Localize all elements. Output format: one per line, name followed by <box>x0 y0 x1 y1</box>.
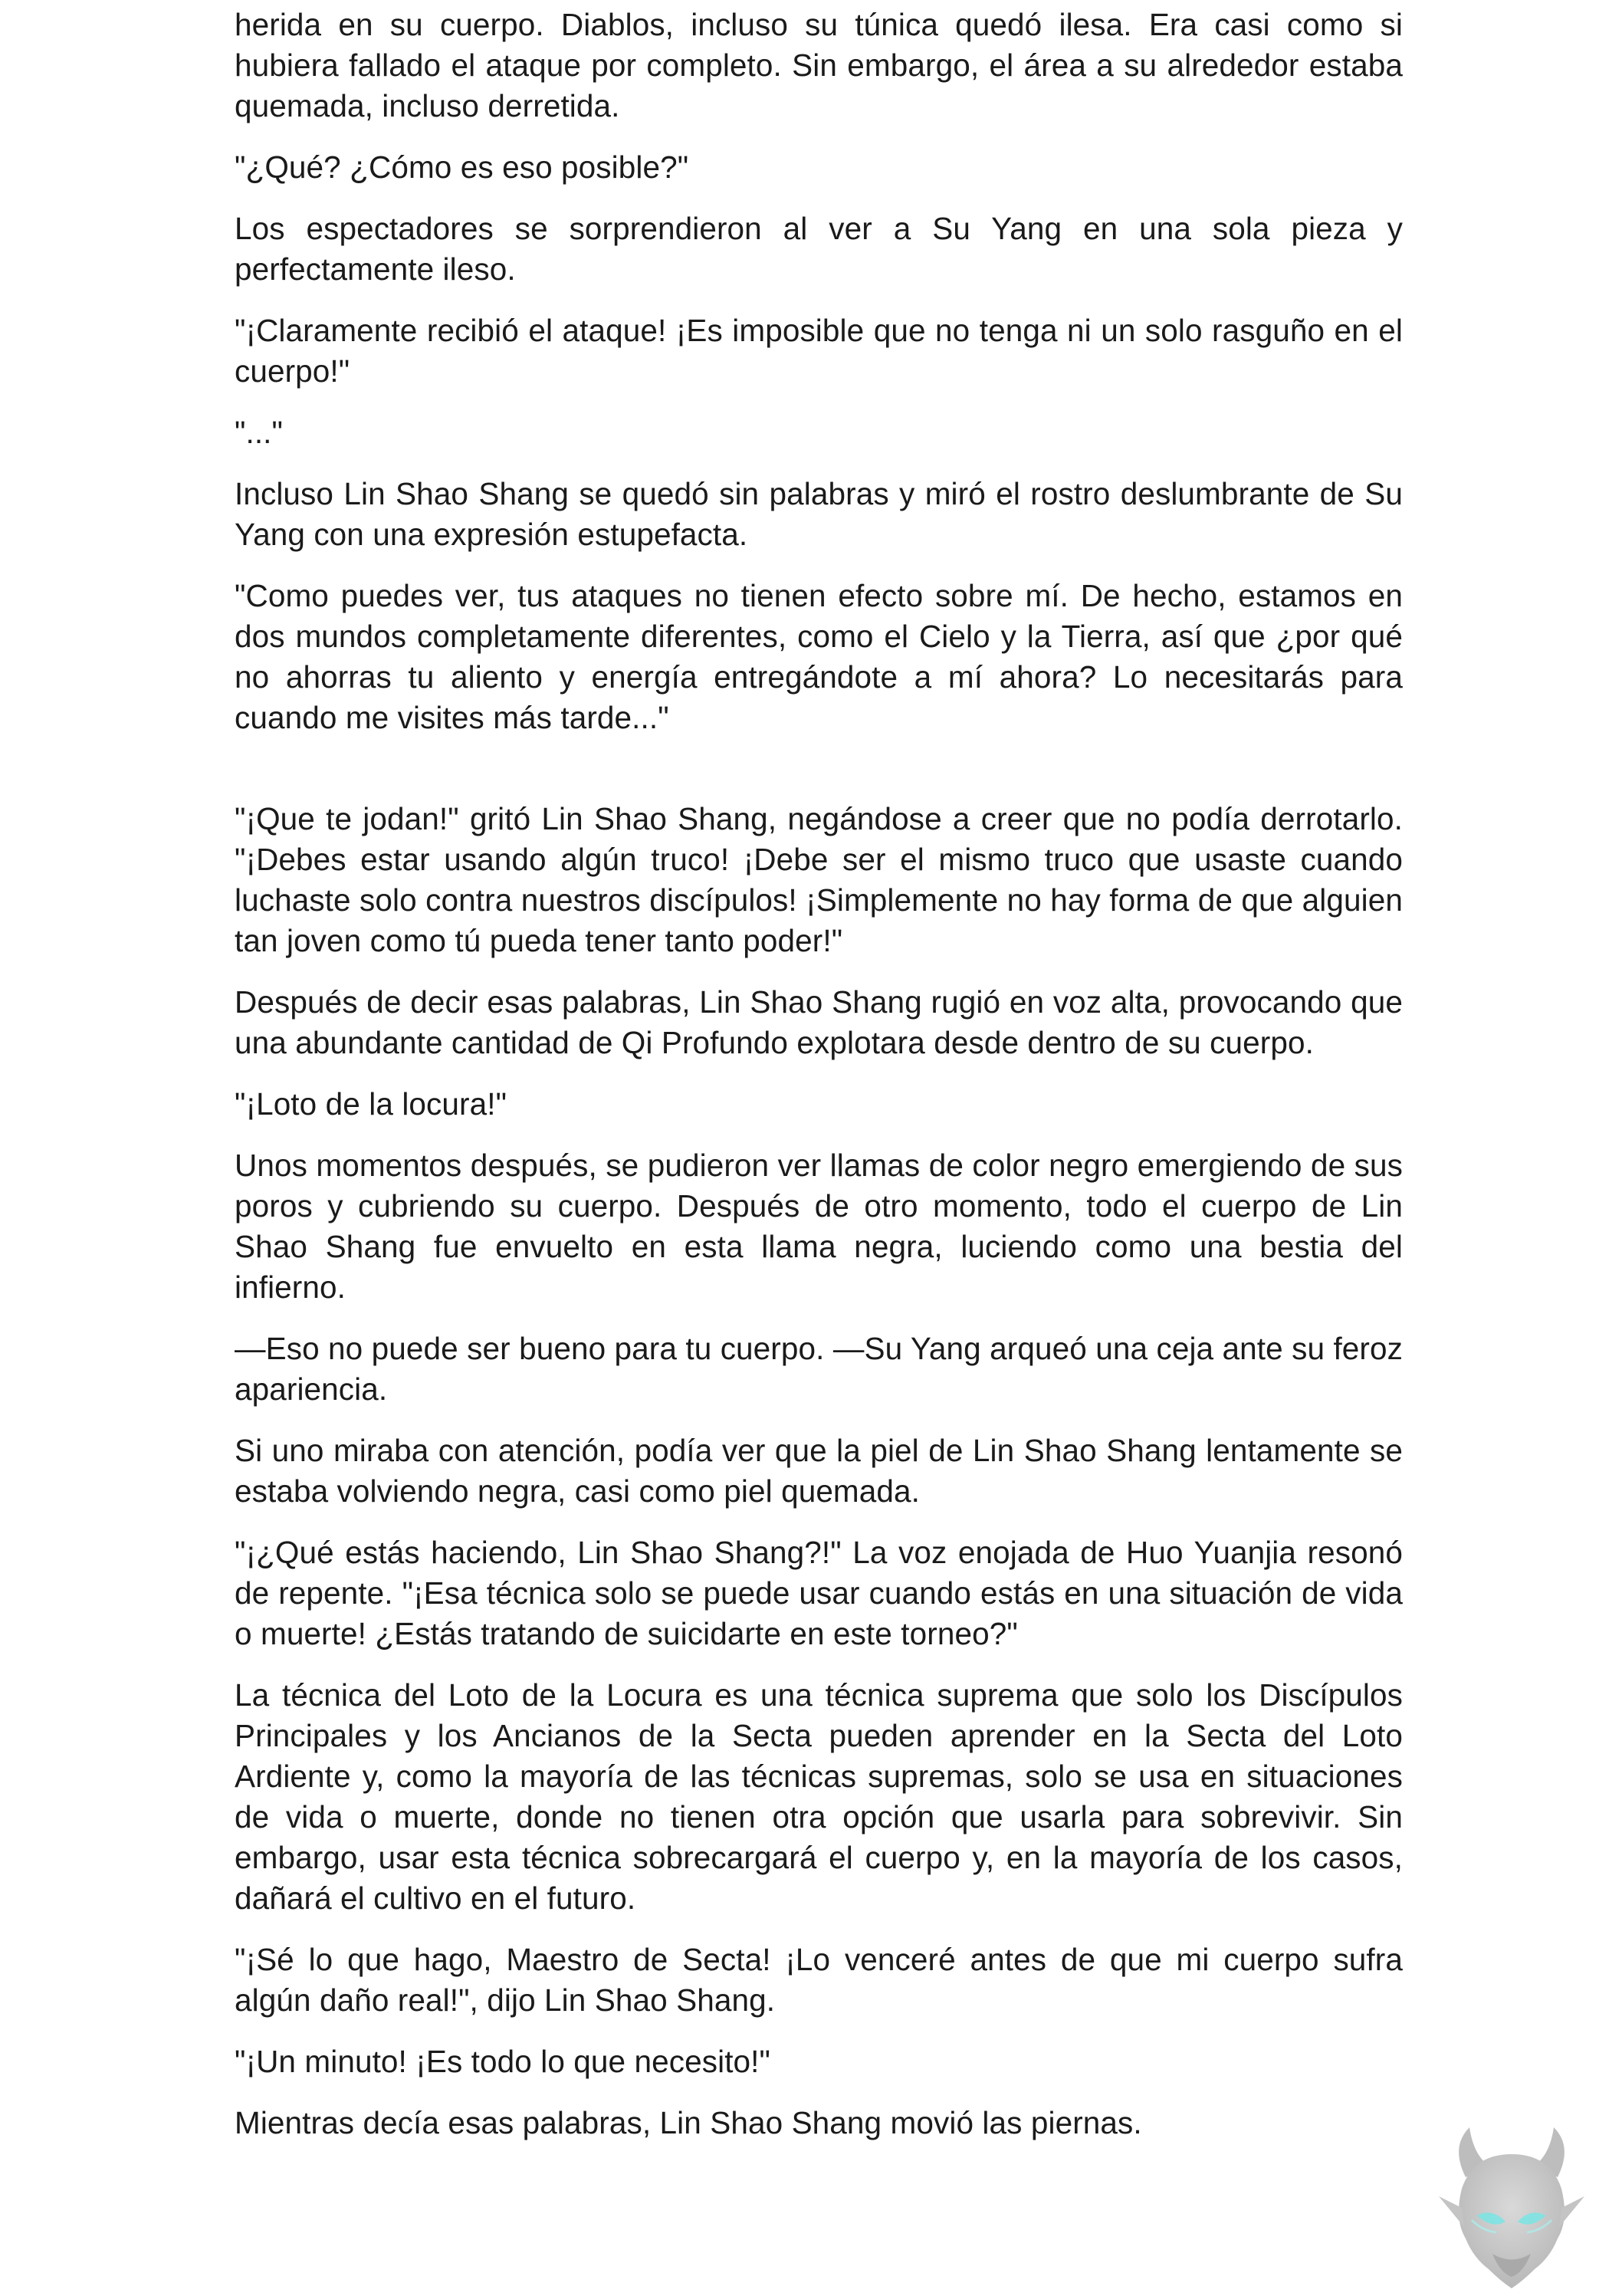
paragraph-14: "¡¿Qué estás haciendo, Lin Shao Shang?!" La voz enojada de Huo Yuanjia resonó de repente. "¡Esa técnica solo se puede usar cuando estás en una situación de vida o muerte! ¿Estás tratando de suicidarte en este torneo?" <box>235 1535 1403 1651</box>
document-page <box>235 5 1403 2164</box>
paragraph-11: Unos momentos después, se pudieron ver llamas de color negro emergiendo de sus poros y cubriendo su cuerpo. Después de otro momento, todo el cuerpo de Lin Shao Shang fue envuelto en esta llama negra, luciendo como una bestia del infierno. <box>235 1148 1403 1305</box>
paragraph-5: "..." <box>235 415 284 450</box>
paragraph-12: —Eso no puede ser bueno para tu cuerpo. —Su Yang arqueó una ceja ante su feroz apariencia. <box>235 1331 1403 1407</box>
demon-head-svg <box>1435 2124 1588 2292</box>
paragraph-16: "¡Sé lo que hago, Maestro de Secta! ¡Lo venceré antes de que mi cuerpo sufra algún daño real!", dijo Lin Shao Shang. <box>235 1942 1403 2018</box>
paragraph-18: Mientras decía esas palabras, Lin Shao Shang movió las piernas. <box>235 2105 1142 2140</box>
paragraph-15: La técnica del Loto de la Locura es una técnica suprema que solo los Discípulos Principales y los Ancianos de la Secta pueden aprender en la Secta del Loto Ardiente y, como la mayoría de las técnicas supremas, solo se usa en situaciones de vida o muerte, donde no tienen otra opción que usarla para sobrevivir. Sin embargo, usar esta técnica sobrecargará el cuerpo y, en la mayoría de los casos, dañará el cultivo en el futuro. <box>235 1677 1403 1916</box>
paragraph-17: "¡Un minuto! ¡Es todo lo que necesito!" <box>235 2044 771 2079</box>
paragraph-4: "¡Claramente recibió el ataque! ¡Es imposible que no tenga ni un solo rasguño en el cuerpo!" <box>235 313 1403 389</box>
paragraph-6: Incluso Lin Shao Shang se quedó sin palabras y miró el rostro deslumbrante de Su Yang con una expresión estupefacta. <box>235 476 1403 552</box>
paragraph-9: Después de decir esas palabras, Lin Shao Shang rugió en voz alta, provocando que una abundante cantidad de Qi Profundo explotara desde dentro de su cuerpo. <box>235 984 1403 1060</box>
paragraph-3: Los espectadores se sorprendieron al ver a Su Yang en una sola pieza y perfectamente ileso. <box>235 211 1403 287</box>
paragraph-8: "¡Que te jodan!" gritó Lin Shao Shang, negándose a creer que no podía derrotarlo. "¡Debes estar usando algún truco! ¡Debe ser el mismo truco que usaste cuando luchaste solo contra nuestros discípulos! ¡Simplemente no hay forma de que alguien tan joven como tú pueda tener tanto poder!" <box>235 801 1403 958</box>
paragraph-10: "¡Loto de la locura!" <box>235 1086 507 1122</box>
paragraph-7: "Como puedes ver, tus ataques no tienen efecto sobre mí. De hecho, estamos en dos mundos completamente diferentes, como el Cielo y la Tierra, así que ¿por qué no ahorras tu aliento y energía entregándote a mí ahora? Lo necesitarás para cuando me visites más tarde..." <box>235 578 1403 735</box>
paragraph-13: Si uno miraba con atención, podía ver que la piel de Lin Shao Shang lentamente se estaba volviendo negra, casi como piel quemada. <box>235 1433 1403 1509</box>
demon-head-icon <box>1435 2124 1588 2292</box>
paragraph-1: herida en su cuerpo. Diablos, incluso su túnica quedó ilesa. Era casi como si hubiera fallado el ataque por completo. Sin embargo, el área a su alrededor estaba quemada, incluso derretida. <box>235 7 1403 123</box>
paragraph-2: "¿Qué? ¿Cómo es eso posible?" <box>235 149 689 185</box>
